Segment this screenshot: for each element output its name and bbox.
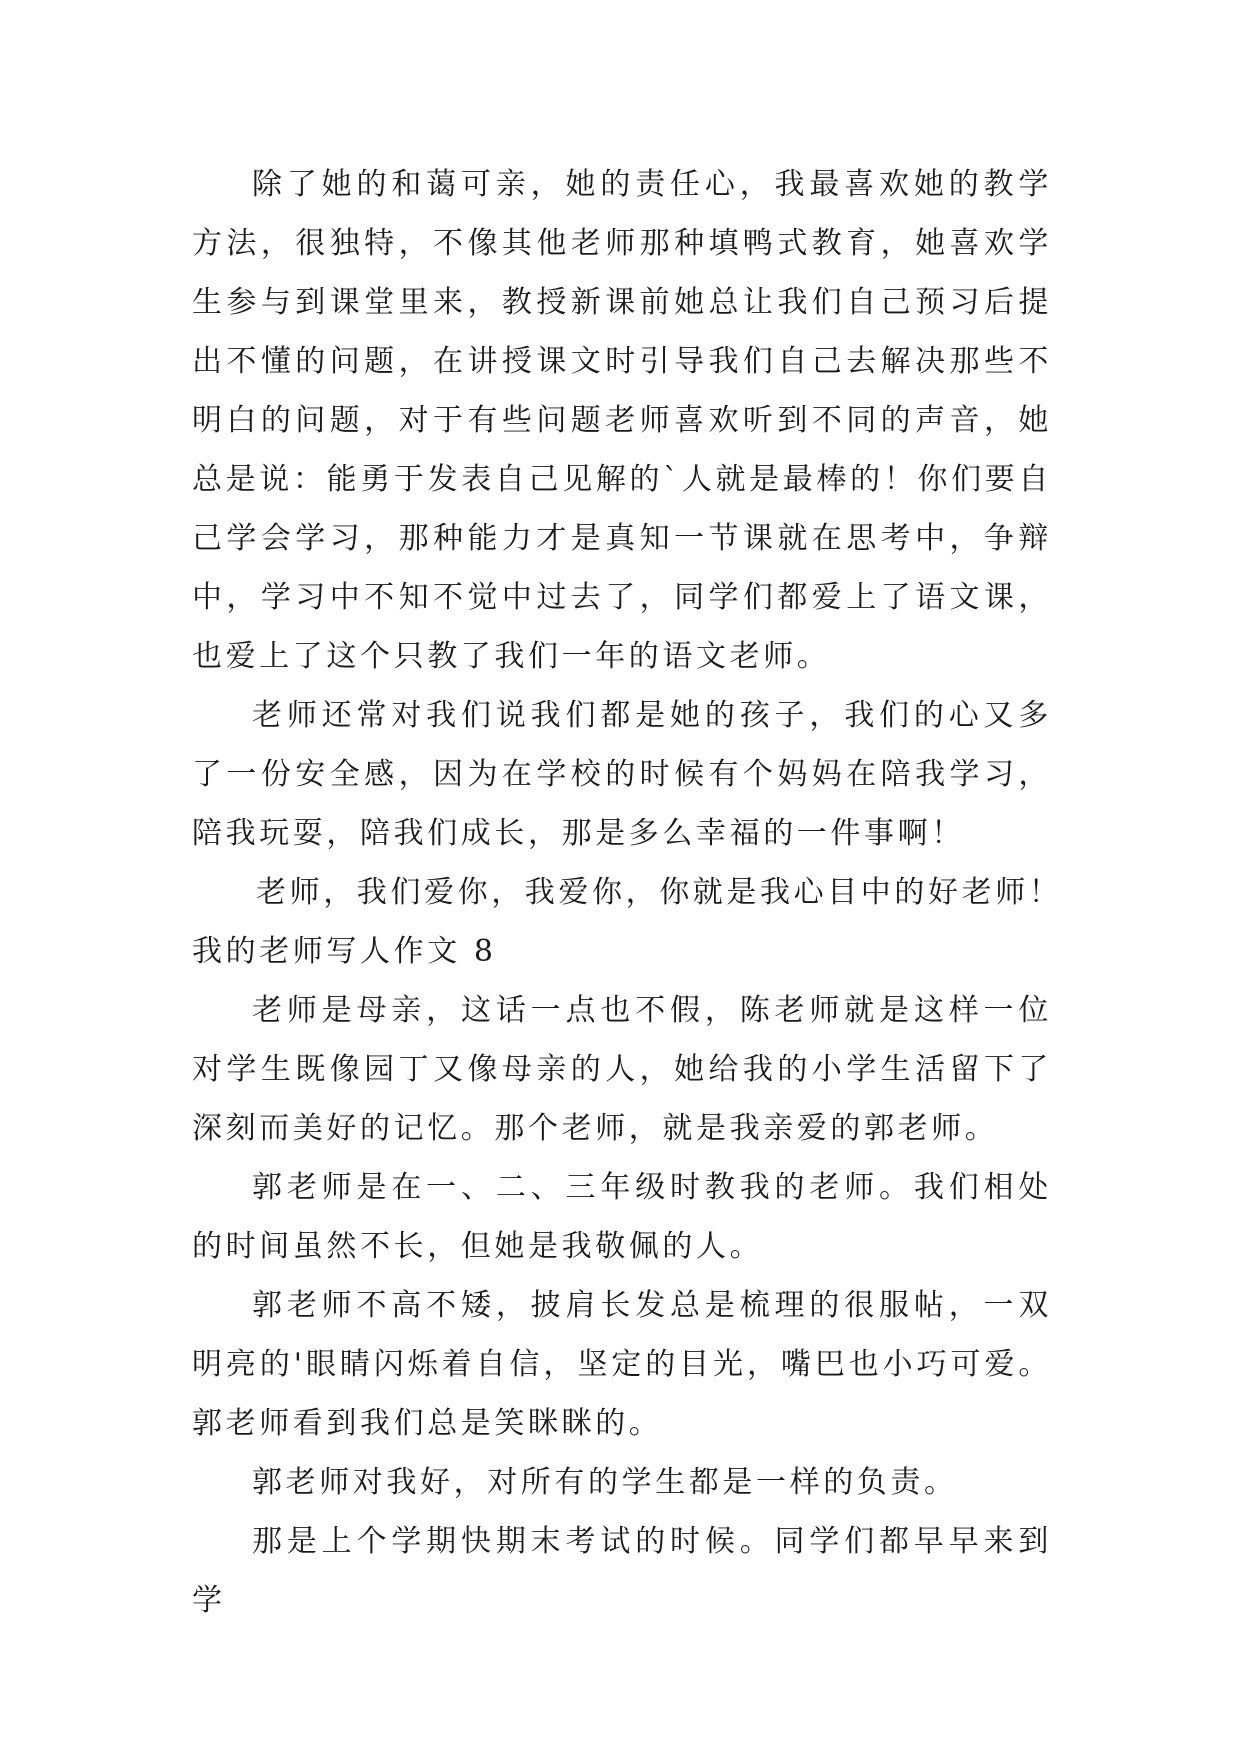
paragraph-guo-appearance: 郭老师不高不矮，披肩长发总是梳理的很服帖，一双明亮的'眼睛闪烁着自信，坚定的目光，嘴巴也小巧可爱。郭老师看到我们总是笑眯眯的。 <box>192 1288 1052 1441</box>
paragraph-exam-time: 那是上个学期快期末考试的时候。同学们都早早来到学 <box>192 1524 1052 1618</box>
paragraph-guo-responsible: 郭老师对我好，对所有的学生都是一样的负责。 <box>252 1465 958 1500</box>
paragraph-guo-grade: 郭老师是在一、二、三年级时教我的老师。我们相处的时间虽然不长，但她是我敬佩的人。 <box>192 1170 1052 1264</box>
essay-heading: 我的老师写人作文 8 <box>192 934 497 969</box>
paragraph-love-teacher: 老师，我们爱你，我爱你，你就是我心目中的好老师！ <box>256 875 1063 910</box>
document-body <box>192 155 1063 1630</box>
paragraph-teaching-method: 除了她的和蔼可亲，她的责任心，我最喜欢她的教学方法，很独特，不像其他老师那种填鸭式教育，她喜欢学生参与到课堂里来，教授新课前她总让我们自己预习后提出不懂的问题，在讲授课文时引导我们自己去解决那些不明白的问题，对于有些问题老师喜欢听到不同的声音，她总是说：能勇于发表自己见解的`人就是最棒的！你们要自己学会学习，那种能力才是真知一节课就在思考中，争辩中，学习中不知不觉中过去了，同学们都爱上了语文课，也爱上了这个只教了我们一年的语文老师。 <box>192 167 1052 674</box>
paragraph-safety-feeling: 老师还常对我们说我们都是她的孩子，我们的心又多了一份安全感，因为在学校的时候有个妈妈在陪我学习，陪我玩耍，陪我们成长，那是多么幸福的一件事啊！ <box>192 698 1052 851</box>
paragraph-teacher-mother: 老师是母亲，这话一点也不假，陈老师就是这样一位对学生既像园丁又像母亲的人，她给我的小学生活留下了深刻而美好的记忆。那个老师，就是我亲爱的郭老师。 <box>192 993 1052 1146</box>
